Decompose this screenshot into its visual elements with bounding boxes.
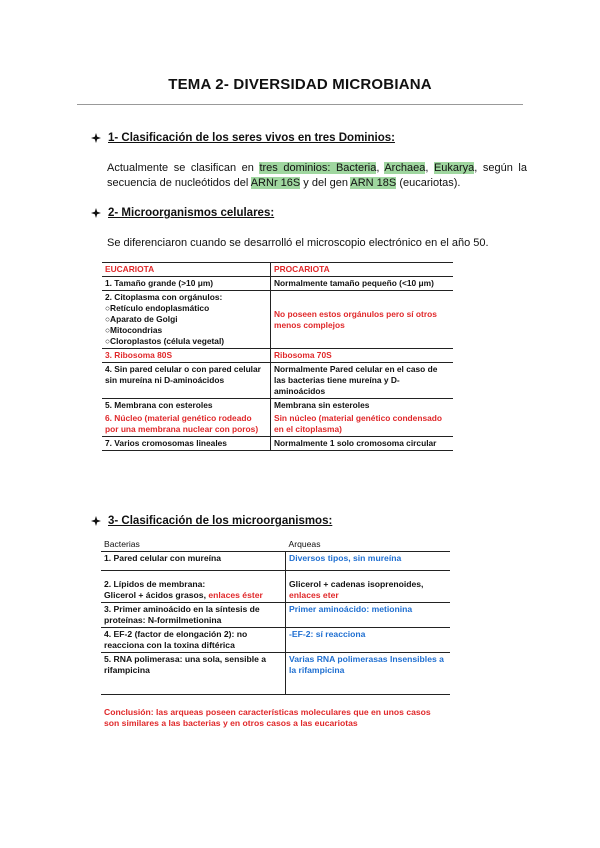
section-heading-2: 2- Microorganismos celulares: [91,207,274,219]
table-row: 2. Lípidos de membrana: Glicerol + ácidos grasos, enlaces éster Glicerol + cadenas isoprenoides, enlaces eter [101,571,450,603]
table-row: EUCARIOTA PROCARIOTA [102,263,453,277]
section-heading-3: 3- Clasificación de los microorganismos: [91,515,332,527]
bacteria-archaea-table [101,538,450,730]
diamond-bullet-icon [91,516,101,526]
table-row: 5. Membrana con esteroles Membrana sin esteroles [102,399,453,413]
table-row: Bacterias Arqueas [101,538,450,552]
table-row: 3. Primer aminoácido en la síntesis de proteínas: N-formilmetionina Primer aminoácido: metionina [101,603,450,628]
table-row: 5. RNA polimerasa: una sola, sensible a rifampicina Varias RNA polimerasas Insensibles a la rifampicina [101,653,450,695]
diamond-bullet-icon [91,208,101,218]
section-2-paragraph: Se diferenciaron cuando se desarrolló el microscopio electrónico en el año 50. [107,237,489,249]
title-divider [77,104,523,105]
section-1-paragraph: Actualmente se clasifican en tres dominios: Bacteria, Archaea, Eukarya, según la secuencia de nucleótidos del ARNr 16S y del gen ARN 18S (eucariotas). [107,162,527,189]
eukaryote-prokaryote-table [102,262,453,451]
conclusion-text: Conclusión: las arqueas poseen características moleculares que en unos casos son similares a las bacterias y en otros casos a las eucariotas [104,707,431,728]
table-row: 3. Ribosoma 80S Ribosoma 70S [102,349,453,363]
section-heading-1: 1- Clasificación de los seres vivos en tres Dominios: [91,132,395,144]
table-row: 7. Varios cromosomas lineales Normalmente 1 solo cromosoma circular [102,437,453,451]
table-row: 4. EF-2 (factor de elongación 2): no reacciona con la toxina diftérica -EF-2: sí reacciona [101,628,450,653]
diamond-bullet-icon [91,133,101,143]
table-row: 1. Tamaño grande (>10 μm) Normalmente tamaño pequeño (<10 μm) [102,277,453,291]
table-row: 2. Citoplasma con orgánulos: ○Retículo endoplasmático ○Aparato de Golgi ○Mitocondrias ○Cloroplastos (célula vegetal) No poseen estos orgánulos pero sí otros menos complejos [102,291,453,349]
page-title: TEMA 2- DIVERSIDAD MICROBIANA [168,76,432,93]
table-row: 1. Pared celular con mureína Diversos tipos, sin mureína [101,552,450,571]
table-row: 6. Núcleo (material genético rodeado por una membrana nuclear con poros) Sin núcleo (material genético condensado en el citoplasma) [102,412,453,437]
table-row [101,695,450,731]
table-row: 4. Sin pared celular o con pared celular sin mureína ni D-aminoácidos Normalmente Pared celular en el caso de las bacterias tiene mureína y D-aminoácidos [102,363,453,399]
